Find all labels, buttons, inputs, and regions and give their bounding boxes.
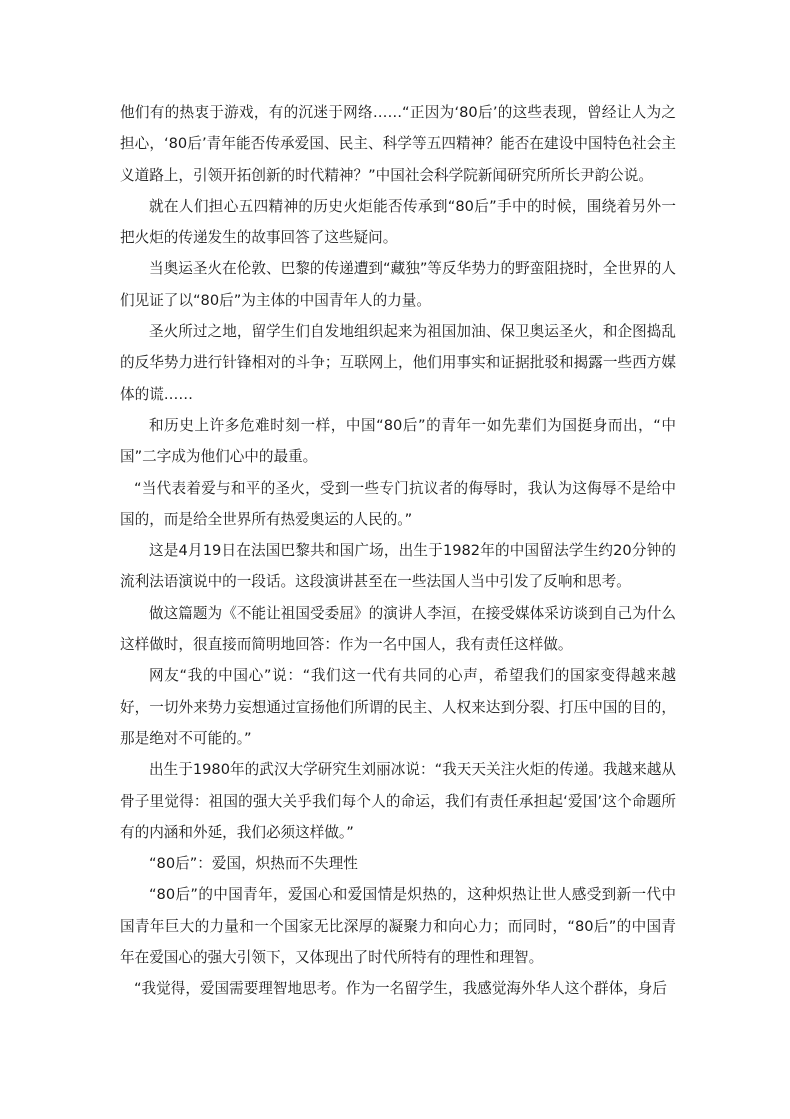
paragraph: 他们有的热衷于游戏，有的沉迷于网络……“正因为‘80后’的这些表现，曾经让人为之担心，‘80后’青年能否传承爱国、民主、科学等五四精神？能否在建设中国特色社会主义道路上，引领开拓创新的时代精神？”中国社会科学院新闻研究所所长尹韵公说。 — [120, 104, 676, 184]
paragraph: 这是4月19日在法国巴黎共和国广场，出生于1982年的中国留法学生约20分钟的流利法语演说中的一段话。这段演讲甚至在一些法国人当中引发了反响和思考。 — [120, 542, 676, 591]
paragraph: 和历史上许多危难时刻一样，中国“80后”的青年一如先辈们为国挺身而出，“中国”二字成为他们心中的最重。 — [120, 416, 676, 466]
paragraph: “我觉得，爱国需要理智地思考。作为一名留学生，我感觉海外华人这个群体，身后 — [134, 980, 667, 998]
paragraph: 就在人们担心五四精神的历史火炬能否传承到“80后”手中的时候，围绕着另外一把火炬的传递发生的故事回答了这些疑问。 — [120, 197, 676, 247]
paragraph: “当代表着爱与和平的圣火，受到一些专门抗议者的侮辱时，我认为这侮辱不是给中国的，而是给全世界所有热爱奥运的人民的。” — [120, 479, 676, 528]
paragraph: 网友“我的中国心”说：“我们这一代有共同的心声，希望我们的国家变得越来越好，一切外来势力妄想通过宣扬他们所谓的民主、人权来达到分裂、打压中国的目的，那是绝对不可能的。” — [120, 667, 676, 747]
paragraph: 出生于1980年的武汉大学研究生刘丽冰说：“我天天关注火炬的传递。我越来越从骨子里觉得：祖国的强大关乎我们每个人的命运，我们有责任承担起‘爱国’这个命题所有的内涵和外延，我们必须这样做。” — [120, 761, 676, 841]
paragraph: 当奥运圣火在伦敦、巴黎的传递遭到“藏独”等反华势力的野蛮阻挠时，全世界的人们见证了以“80后”为主体的中国青年人的力量。 — [120, 260, 676, 309]
paragraph: “80后”的中国青年，爱国心和爱国情是炽热的，这种炽热让世人感受到新一代中国青年巨大的力量和一个国家无比深厚的凝聚力和向心力；而同时，“80后”的中国青年在爱国心的强大引领下，又体现出了时代所特有的理性和理智。 — [120, 886, 676, 967]
paragraph: 做这篇题为《不能让祖国受委屈》的演讲人李洹，在接受媒体采访谈到自己为什么这样做时，很直接而简明地回答：作为一名中国人，我有责任这样做。 — [120, 604, 676, 654]
section-heading: “80后”：爱国，炽热而不失理性 — [149, 855, 358, 873]
paragraph: 圣火所过之地，留学生们自发地组织起来为祖国加油、保卫奥运圣火，和企图捣乱的反华势力进行针锋相对的斗争；互联网上，他们用事实和证据批驳和揭露一些西方媒体的谎…… — [120, 323, 676, 403]
article-body — [120, 97, 676, 1005]
